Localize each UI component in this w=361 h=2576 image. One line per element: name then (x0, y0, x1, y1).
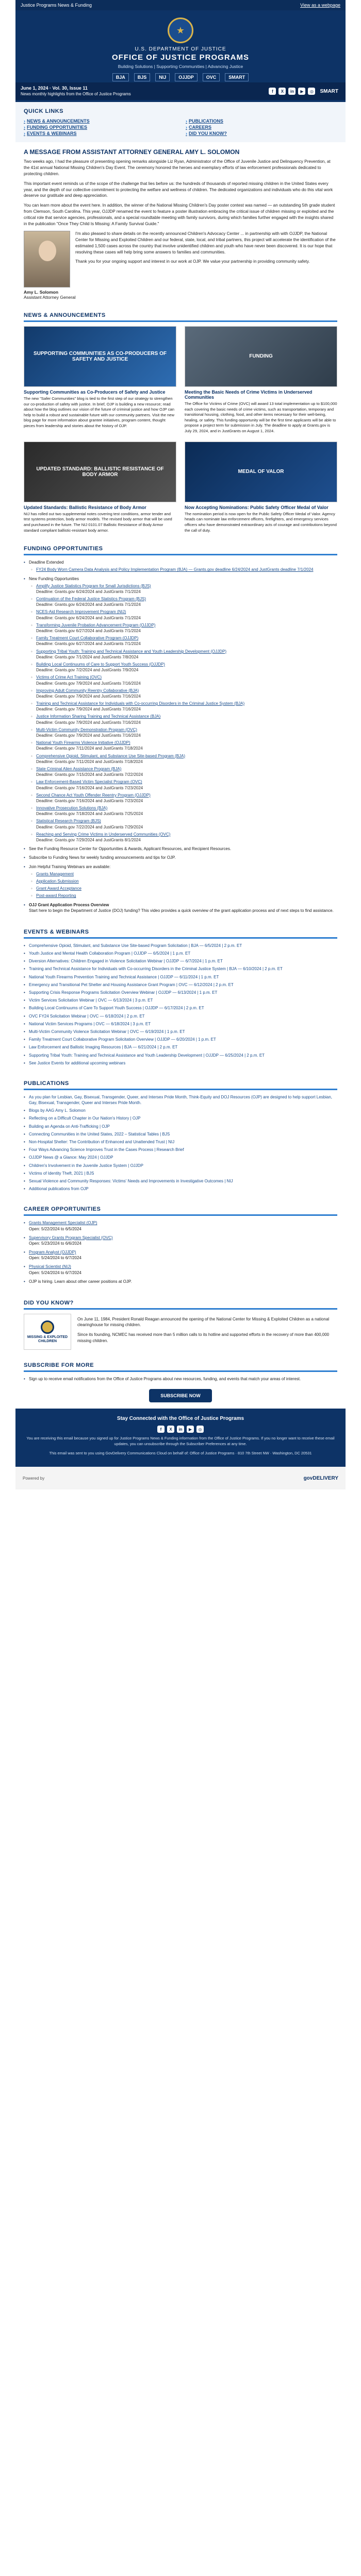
funding-opportunity (29, 805, 337, 817)
funding-link[interactable]: NCES-Aid Research Improvement Program (NIJ) (36, 609, 126, 615)
bjs-logo[interactable]: BJS (134, 73, 151, 81)
list-item: • Subscribe to Funding News for weekly funding announcements and tips for OJP. (24, 855, 337, 860)
footer-social-links (24, 1426, 337, 1433)
careers-list (24, 1220, 337, 1276)
powered-by-label: Powered by (23, 1476, 45, 1481)
training-link[interactable]: Grant Award Acceptance (36, 886, 81, 891)
message-paragraph: I'm also pleased to share details on the recently announced Children's Advocacy Center ... in partnership with with OJJDP, the National Center for Missing and Exploited Children and our federal, state, local, and tribal partners, this project will accelerate the identification of the estimated 1,500 cases across the country that involve unidentified children and youth who have never been discovered. It is our hope that resolving these cases will help bring some answers to families and communities. (75, 231, 336, 255)
list-item: • Sign up to receive email notifications from the Office of Justice Programs about new resources, funding, and events that match your areas of interest. (24, 1376, 337, 1382)
news-headline[interactable]: Supporting Communities as Co-Producers of Safety and Justice (24, 389, 166, 395)
powered-by-bar (15, 1467, 346, 1489)
news-grid (24, 326, 337, 533)
funding-link[interactable]: Supporting Tribal Youth: Training and Technical Assistance and Youth Leadership Development (OJJDP) (36, 649, 226, 654)
facebook-icon[interactable]: f (157, 1426, 165, 1433)
message-paragraph: Two weeks ago, I had the pleasure of presenting opening remarks alongside Liz Ryan, Administrator of the Office of Juvenile Justice and Delinquency Prevention, at the 41st annual National Missing Children's Day Event. The ceremony honored the heroes and exemplary efforts of law enforcement professionals dedicated to protecting children. (24, 159, 331, 176)
funding-link[interactable]: Reaching and Serving Crime Victims in Underserved Communities (OVC) (36, 832, 171, 837)
quick-links-grid (24, 118, 337, 136)
event-item[interactable]: • Family Treatment Court Collaborative Program Solicitation Overview | OJJDP — 6/20/2024 | 1 p.m. ET (24, 1037, 337, 1042)
bja-logo[interactable]: BJA (112, 73, 129, 81)
funding-opportunity (29, 701, 337, 712)
funding-link[interactable]: Amplify Justice Statistics Program for Small Jurisdictions (BJS) (36, 583, 151, 588)
training-link[interactable]: Application Submission (36, 878, 79, 884)
message-body (24, 231, 337, 287)
bureau-logos (15, 73, 346, 81)
subscribe-title: SUBSCRIBE FOR MORE (24, 1362, 337, 1372)
career-link[interactable]: Grants Management Specialist (OJP) (29, 1221, 97, 1226)
publications-section (15, 1074, 346, 1200)
training-link[interactable]: Post-award Reporting (36, 893, 76, 899)
funding-opportunity (29, 688, 337, 699)
ojjdp-logo[interactable]: OJJDP (175, 73, 198, 81)
career-item (24, 1249, 337, 1261)
news-item (24, 326, 176, 434)
quicklink-publications[interactable]: › PUBLICATIONS (186, 118, 223, 124)
quicklink-careers[interactable]: › CAREERS (186, 125, 212, 130)
event-item[interactable]: • Emergency and Transitional Pet Shelter and Housing Assistance Grant Program | OVC — 6/12/2024 | 2 p.m. ET (24, 982, 337, 988)
funding-link[interactable]: Family Treatment Court Collaborative Program (OJJDP) (36, 636, 139, 641)
news-summary: NIJ has rolled out two supplemental notes covering test conditions, armor tender and test systems protection, body armor models. The revised body armor that will be used and purchased in the future. The NIJ 0101.07 Ballistic Resistance of Body Armor standard compliant ballistic-resistant body armor. (24, 511, 172, 533)
news-summary: The nomination period is now open for the Public Safety Officer Medal of Valor. Agency heads can nominate law enforcement officers, firefighters, and emergency services officers who have demonstrated extraordinary acts of courage and contributions beyond the call of duty. (185, 511, 337, 533)
list-item: • Join Helpful Training Webinars are available: ◦ Grants Management ◦ Application Submission ◦ Grant Award Acceptance ◦ Post-award Reporting (24, 864, 337, 899)
funding-link[interactable]: Building Local Continuums of Care to Support Youth Success (OJJDP) (36, 662, 165, 667)
funding-deadline: Deadline: Grants.gov 7/9/2024 and JustGrants 7/16/2024 (36, 693, 141, 699)
funding-link[interactable]: Law Enforcement-Based Victim Specialist Program (OVC) (36, 779, 142, 785)
news-image[interactable]: UPDATED STANDARD: BALLISTIC RESISTANCE OF BODY ARMOR (24, 442, 176, 502)
funding-link[interactable]: Continuation of the Federal Justice Statistics Program (BJS) (36, 597, 146, 602)
funding-link[interactable]: State Criminal Alien Assistance Program (BJA) (36, 766, 122, 771)
career-dates: Open: 5/22/2024 to 6/5/2024 (29, 1226, 81, 1231)
govdelivery-logo[interactable]: govDELIVERY (303, 1475, 338, 1481)
arrow-icon: › (24, 125, 25, 130)
quick-links (15, 100, 346, 142)
event-item[interactable]: • National Victim Services Programs | OVC — 6/18/2024 | 3 p.m. ET (24, 1021, 337, 1027)
funding-link[interactable]: Victims of Crime Act Training (OVC) (36, 675, 102, 680)
funding-link[interactable]: Comprehensive Opioid, Stimulant, and Substance Use Site-based Program (BJA) (36, 753, 186, 758)
signature-title: Assistant Attorney General (24, 294, 76, 300)
footer-text: This email was sent to you using GovDelivery Communications Cloud on behalf of: Office of Justice Programs · 810 7th Street NW · Washington, DC 20531 (49, 1450, 312, 1455)
event-item[interactable]: • Training and Technical Assistance for Individuals with Co-occurring Disorders in the Criminal Justice System | BJA — 6/10/2024 | 2 p.m. ET (24, 966, 337, 972)
career-dates: Open: 5/23/2024 to 6/6/2024 (29, 1241, 81, 1246)
funding-opportunity (29, 779, 337, 790)
funding-opportunity (29, 740, 337, 751)
funding-link[interactable]: National Youth Firearms Violence Initiative (OJJDP) (36, 740, 130, 745)
publication-item[interactable]: • Connecting Communities in the United States, 2022 – Statistical Tables | BJS (24, 1131, 337, 1137)
list-item: • New Funding Opportunities ◦ Amplify Justice Statistics Program for Small Jurisdictions (BJS) Deadline: Grants.gov 6/24/2024 and JustGrants 7/1/2024 ◦ Continuation of the Federal Justice Statistics Program (BJS) Deadline: Grants.gov 6/24/2024 and JustGrants 7/1/2024 ◦ NCES-Aid Research Improvement Program (NIJ) Deadline: Grants.gov 6/24/2024 and JustGrants 7/1/2024 ◦ Transforming Juvenile Probation Advancement Program (OJJDP) Deadline: Grants.gov 6/27/2024 and JustGrants 7/1/2024 ◦ Family Treatment Court Collaborative Program (OJJDP) Deadline: Grants.gov 6/27/2024 and JustGrants 7/1/2024 ◦ Supporting Tribal Youth: Training and Technical Assistance and Youth Leadership Development (OJJDP) Deadline: Grants.gov 7/1/2024 and JustGrants 7/8/2024 ◦ Building Local Continuums of Care to Support Youth Success (OJJDP) Deadline: Grants.gov 7/2/2024 and JustGrants 7/9/2024 ◦ Victims of Crime Act Training (OVC) Deadline: Grants.gov 7/9/2024 and JustGrants 7/16/2024 ◦ Improving Adult Community Reentry Collaborative (BJA) Deadline: Grants.gov 7/9/2024 and JustGrants 7/16/2024 ◦ Training and Technical Assistance for Individuals with Co-occurring Disorders in the Criminal Justice System (BJA) Deadline: Grants.gov 7/9/2024 and JustGrants 7/16/2024 ◦ Justice Information Sharing Training and Technical Assistance (BJA) Deadline: Grants.gov 7/9/2024 and JustGrants 7/16/2024 ◦ Multi-Victim Community Demonstration Program (OVC) Deadline: Grants.gov 7/9/2024 and JustGrants 7/16/2024 ◦ National Youth Firearms Violence Initiative (OJJDP) Deadline: Grants.gov 7/11/2024 and JustGrants 7/18/2024 ◦ Comprehensive Opioid, Stimulant, and Substance Use Site-based Program (BJA) Deadline: Grants.gov 7/11/2024 and JustGrants 7/18/2024 ◦ State Criminal Alien Assistance Program (BJA) Deadline: Grants.gov 7/15/2024 and JustGrants 7/22/2024 ◦ Law Enforcement-Based Victim Specialist Program (OVC) Deadline: Grants.gov 7/16/2024 and JustGrants 7/23/2024 ◦ Second Chance Act Youth Offender Reentry Program (OJJDP) Deadline: Grants.gov 7/16/2024 and JustGrants 7/23/2024 ◦ Innovative Prosecution Solutions (BJA) Deadline: Grants.gov 7/18/2024 and JustGrants 7/25/2024 ◦ Statistical Research Program (BJS) Deadline: Grants.gov 7/22/2024 and JustGrants 7/29/2024 ◦ Reaching and Serving Crime Victims in Underserved Communities (OVC) Deadline: Grants.gov 7/29/2024 and JustGrants 8/1/2024 (24, 576, 337, 843)
linkedin-icon[interactable]: in (288, 88, 296, 95)
funding-opportunity (29, 583, 337, 595)
funding-link[interactable]: Multi-Victim Community Demonstration Program (OVC) (36, 727, 137, 732)
dyk-paragraph: Since its founding, NCMEC has received more than 5 million calls to its hotline and supported efforts in the recovery of more than 400,000 missing children. (77, 1332, 330, 1343)
publication-item[interactable]: • Reflecting on a Difficult Chapter in Our Nation's History | OJP (24, 1115, 337, 1121)
career-dates: Open: 5/24/2024 to 6/7/2024 (29, 1256, 81, 1261)
newsletter (15, 0, 346, 1489)
funding-opportunity (29, 662, 337, 673)
event-item[interactable]: • Supporting Crisis Response Programs Solicitation Overview Webinar | OJJDP — 6/13/2024 | 1 p.m. ET (24, 990, 337, 995)
footer (15, 1409, 346, 1467)
careers-title: CAREER OPPORTUNITIES (24, 1206, 337, 1216)
career-item (24, 1264, 337, 1275)
tagline: Building Solutions | Supporting Communities | Advancing Justice (118, 64, 243, 69)
news-image[interactable]: SUPPORTING COMMUNITIES AS CO-PRODUCERS OF SAFETY AND JUSTICE (24, 326, 176, 387)
funding-deadline: Deadline: Grants.gov 7/9/2024 and JustGrants 7/16/2024 (36, 681, 141, 686)
smart-social-link[interactable]: SMART (320, 88, 338, 94)
ovc-logo[interactable]: OVC (203, 73, 220, 81)
event-item[interactable]: • Building Local Continuums of Care To Support Youth Success | OJJDP — 6/17/2024 | 2 p.m. ET (24, 1005, 337, 1011)
news-summary: The Office for Victims of Crime (OVC) will award 13 total implementation up to $100,000 each covering the basic needs of crime victims, such as transportation, temporary and transitional housing, clothing, food, and other items necessary for their well-being, healing, or safety. This funding opportunity will be the first time applicants will be able to propose a project term for submission in July. The deadline to apply at Grants.gov is July 29, 2024, and in JustGrants on August 1, 2024. (185, 401, 337, 434)
funding-deadline: Deadline: Grants.gov 7/2/2024 and JustGrants 7/9/2024 (36, 668, 139, 673)
funding-opportunity (29, 622, 337, 634)
event-item[interactable]: • Multi-Victim Community Violence Solicitation Webinar | OVC — 6/19/2024 | 1 p.m. ET (24, 1029, 337, 1035)
event-item[interactable]: • Victim Services Solicitation Webinar | OVC — 6/13/2024 | 3 p.m. ET (24, 997, 337, 1003)
signature-name: Amy L. Solomon (24, 289, 59, 295)
publications-title: PUBLICATIONS (24, 1080, 337, 1090)
publication-item[interactable]: • Building an Agenda on Anti-Trafficking | OJP (24, 1124, 337, 1129)
facebook-icon[interactable]: f (269, 88, 276, 95)
quicklink-funding[interactable]: › FUNDING OPPORTUNITIES (24, 125, 88, 130)
open-funding-list (29, 583, 337, 843)
news-headline[interactable]: Meeting the Basic Needs of Crime Victims in Underserved Communities (185, 389, 313, 400)
message-paragraph: This important event reminds us of the scope of the challenge that lies before us: the hundreds of thousands of reported missing children in the United States every year, and the depth of our collective commitment to protecting the welfare and wellness of children. The dedicated organizations and individuals who do this vital work deserve our gratitude and deep appreciation. (24, 181, 333, 198)
quicklink-news[interactable]: › NEWS & ANNOUNCEMENTS (24, 118, 90, 124)
issue-info (21, 85, 131, 97)
funding-link[interactable]: Statistical Research Program (BJS) (36, 819, 101, 824)
event-item[interactable]: • Comprehensive Opioid, Stimulant, and Substance Use Site-based Program Solicitation | BJA — 6/5/2024 | 2 p.m. ET (24, 943, 337, 948)
funding-deadline: Deadline: Grants.gov 7/9/2024 and JustGrants 7/16/2024 (36, 707, 141, 712)
issue-bar (15, 82, 346, 100)
funding-opportunity (29, 832, 337, 843)
ncmec-logo-text: MISSING & EXPLOITED CHILDREN (27, 1335, 68, 1343)
funding-opportunity (29, 727, 337, 738)
funding-link[interactable]: Second Chance Act Youth Offender Reentry Program (OJJDP) (36, 792, 151, 798)
footer-title: Stay Connected with the Office of Justice Programs (117, 1416, 244, 1422)
smart-logo[interactable]: SMART (225, 73, 249, 81)
aag-photo (24, 231, 70, 287)
subscribe-button[interactable]: SUBSCRIBE NOW (149, 1389, 212, 1402)
event-item[interactable]: • Diversion Alternatives: Children Engaged in Violence Solicitation Webinar | OJJDP — 6/7/2024 | 1 p.m. ET (24, 958, 337, 964)
youtube-icon[interactable]: ▶ (187, 1426, 194, 1433)
list-item: • See the Funding Resource Center for Opportunities & Awards, Applicant Resources, and Recipient Resources. (24, 846, 337, 852)
doj-seal-icon: ★ (168, 18, 193, 43)
funding-section (15, 539, 346, 923)
issue-date: June 1, 2024 · Vol. 30, Issue 11 (21, 86, 88, 91)
news-title: NEWS & ANNOUNCEMENTS (24, 312, 337, 322)
list-item: • OJJ Grant Application Process Overview Start here to begin the Department of Justice (DOJ) funding? This video provides a quick overview of the grant application process and of next steps to find assistance. (24, 902, 337, 913)
publication-item[interactable]: • Non-Hospital Shelter: The Contribution of Enhanced and Unattended Trust | NIJ (24, 1139, 337, 1145)
instagram-icon[interactable]: ◎ (196, 1426, 204, 1433)
events-title: EVENTS & WEBINARS (24, 929, 337, 939)
footer-text: You are receiving this email because you signed up for Justice Programs News & Funding information from the Office of Justice Programs. If you no longer want to receive these email updates, you can unsubscribe through the Subscriber Preferences at any time. (26, 1436, 335, 1446)
ncmec-logo (24, 1314, 71, 1350)
social-links (269, 88, 340, 95)
dyk-title: DID YOU KNOW? (24, 1300, 337, 1310)
funding-opportunity (29, 635, 337, 647)
issue-subtitle: News monthly highlights from the Office of Justice Programs (21, 92, 131, 96)
news-summary: The new "Safer Communities" blog is tied to the first step of our strategy to strengthen our co-production of safety with justice. In brief, OJP is building a new resource; read about how the blog outlines our vision of the future of criminal justice and how OJP can help to build a robust and sustainable future with our community partners. Visit the new blog page for more information about grantee initiatives, program content, thought pieces from leadership and stories about the history of OJP. (24, 396, 174, 429)
funding-deadline: Deadline: Grants.gov 7/11/2024 and JustGrants 7/18/2024 (36, 746, 143, 751)
funding-deadline: Deadline: Grants.gov 7/16/2024 and JustGrants 7/23/2024 (36, 785, 143, 790)
x-icon[interactable]: X (167, 1426, 174, 1433)
arrow-icon: › (186, 125, 187, 130)
funding-opportunity (29, 818, 337, 829)
ncmec-emblem-icon (41, 1320, 54, 1334)
funding-deadline: Deadline: Grants.gov 7/9/2024 and JustGrants 7/16/2024 (36, 733, 141, 738)
aag-message (15, 142, 346, 306)
funding-opportunity (29, 766, 337, 777)
event-item[interactable]: • Youth Justice and Mental Health Collaboration Program | OJJDP — 6/5/2024 | 1 p.m. ET (24, 951, 337, 956)
events-section (15, 923, 346, 1074)
funding-link[interactable]: Training and Technical Assistance for Individuals with Co-occurring Disorders in the Criminal Justice System (BJA) (36, 701, 245, 706)
news-image[interactable]: FUNDING (185, 326, 337, 387)
funding-opportunity (29, 714, 337, 725)
news-headline[interactable]: Updated Standards: Ballistic Resistance of Body Armor (24, 504, 146, 510)
event-item[interactable]: • National Youth Firearms Prevention Training and Technical Assistance | OJJDP — 6/11/2024 | 1 p.m. ET (24, 974, 337, 980)
publications-list (24, 1094, 337, 1192)
quicklink-events[interactable]: › EVENTS & WEBINARS (24, 131, 77, 136)
funding-deadline: Deadline: Grants.gov 7/11/2024 and JustGrants 7/18/2024 (36, 759, 143, 764)
message-paragraph: Thank you for your ongoing support and interest in our work at OJP. We value your partnership in providing community safety. (75, 259, 310, 264)
publication-item[interactable]: • Additional publications from OJP (24, 1186, 337, 1192)
event-item[interactable]: • Supporting Tribal Youth: Training and Technical Assistance and Youth Leadership Development | OJJDP — 6/25/2024 | 2 p.m. ET (24, 1053, 337, 1058)
funding-opportunity (29, 649, 337, 660)
funding-deadline: Deadline: Grants.gov 6/24/2024 and JustGrants 7/1/2024 (36, 615, 141, 620)
publication-item[interactable]: • Blogs by AAG Amy L. Solomon (24, 1108, 337, 1113)
funding-deadline: Deadline: Grants.gov 7/29/2024 and JustGrants 8/1/2024 (36, 838, 141, 843)
careers-section (15, 1200, 346, 1294)
signature (24, 290, 337, 300)
funding-list (24, 560, 337, 913)
funding-deadline: Deadline: Grants.gov 7/1/2024 and JustGrants 7/8/2024 (36, 654, 139, 659)
newsletter-name: Justice Programs News & Funding (21, 3, 92, 8)
instagram-icon[interactable]: ◎ (308, 88, 315, 95)
message-title: A MESSAGE FROM ASSISTANT ATTORNEY GENERAL AMY L. SOLOMON (24, 148, 240, 156)
funding-deadline: Deadline: Grants.gov 6/27/2024 and JustGrants 7/1/2024 (36, 629, 141, 634)
publication-item[interactable]: • Children's Involvement in the Juvenile Justice System | OJJDP (24, 1163, 337, 1168)
arrow-icon: › (186, 118, 187, 124)
career-link[interactable]: Program Analyst (OJJDP) (29, 1250, 76, 1255)
office-name: OFFICE OF JUSTICE PROGRAMS (111, 53, 249, 62)
funding-deadline: Deadline: Grants.gov 7/22/2024 and JustGrants 7/29/2024 (36, 824, 143, 829)
publication-item[interactable]: • Victims of Identity Theft, 2021 | BJS (24, 1171, 337, 1176)
funding-title: FUNDING OPPORTUNITIES (24, 546, 337, 555)
funding-opportunity (29, 753, 337, 765)
funding-link[interactable]: Improving Adult Community Reentry Collaborative (BJA) (36, 688, 139, 693)
arrow-icon: › (24, 131, 25, 136)
news-headline[interactable]: Now Accepting Nominations: Public Safety Officer Medal of Valor (185, 504, 329, 510)
funding-deadline: Deadline: Grants.gov 6/24/2024 and JustGrants 7/1/2024 (36, 602, 141, 607)
x-icon[interactable]: X (278, 88, 286, 95)
funding-link[interactable]: Transforming Juvenile Probation Advancement Program (OJJDP) (36, 622, 156, 628)
funding-opportunity (29, 792, 337, 804)
publication-item[interactable]: • As you plan for Lesbian, Gay, Bisexual, Transgender, Queer, and Intersex Pride Month, Think-Equity and DOJ Resources (OJP) are designed to help support Lesbian, Gay, Bisexual, Transgender, Queer and Intersex Pride Month. (24, 1094, 337, 1106)
funding-deadline: Deadline: Grants.gov 7/15/2024 and JustGrants 7/22/2024 (36, 772, 143, 777)
event-item[interactable]: • Law Enforcement and Ballistic Imaging Resources | BJA — 6/21/2024 | 2 p.m. ET (24, 1044, 337, 1050)
funding-link[interactable]: Justice Information Sharing Training and Technical Assistance (BJA) (36, 714, 161, 719)
career-dates: Open: 5/24/2024 to 6/7/2024 (29, 1270, 81, 1275)
funding-opportunity (29, 609, 337, 620)
funding-deadline: Deadline: Grants.gov 6/24/2024 and JustGrants 7/1/2024 (36, 589, 141, 594)
funding-link[interactable]: Innovative Prosecution Solutions (BJA) (36, 806, 108, 811)
funding-opportunity (29, 596, 337, 607)
dyk-section (15, 1294, 346, 1356)
funding-link[interactable]: FY24 Body Worn Camera Data Analysis and Policy Implementation Program (BJA) — Grants.gov deadline 6/24/2024 and JustGrants deadline 7/1/2024 (36, 567, 314, 572)
top-bar (15, 0, 346, 10)
funding-deadline: Deadline: Grants.gov 7/18/2024 and JustGrants 7/25/2024 (36, 811, 143, 817)
quick-links-title: QUICK LINKS (24, 108, 63, 114)
nij-logo[interactable]: NIJ (155, 73, 170, 81)
news-item (185, 442, 337, 534)
career-item (24, 1235, 337, 1246)
news-item (24, 442, 176, 534)
career-link[interactable]: Physical Scientist (NIJ) (29, 1264, 71, 1269)
career-link[interactable]: Supervisory Grants Program Specialist (OVC) (29, 1235, 113, 1240)
list-item: • Deadline Extended ◦ FY24 Body Worn Camera Data Analysis and Policy Implementation Program (BJA) — Grants.gov deadline 6/24/2024 and JustGrants deadline 7/1/2024 (24, 560, 337, 572)
department-name: U.S. DEPARTMENT OF JUSTICE (135, 46, 226, 52)
message-paragraph: You can learn more about the event here. In addition, the winner of the National Missing Children's Day poster contest was named — an outstanding 5th grade student from Clemson, South Carolina. This year, OJJDP renamed the event to feature a poster illustration embracing the critical issue of children missing or exploited and the critical role that service agencies, professionals, and a special roundtable meeting with family survivors, during which families further engaged with the insights shared in the publication "Once They Child Is Missing: A Family Survival Guide." (24, 203, 335, 227)
news-item (185, 326, 337, 434)
publication-item[interactable]: • OJJDP News @ a Glance: May 2024 | OJJDP (24, 1155, 337, 1160)
quicklink-dyk[interactable]: › DID YOU KNOW? (186, 131, 227, 136)
dyk-paragraph: On June 11, 1984, President Ronald Reagan announced the opening of the National Center for Missing & Exploited Children as a national clearinghouse for missing children. (77, 1316, 330, 1328)
event-item[interactable]: • See Justice Events for additional upcoming webinars (24, 1060, 337, 1066)
funding-deadline: Deadline: Grants.gov 7/9/2024 and JustGrants 7/16/2024 (36, 720, 141, 725)
publication-item[interactable]: • Sexual Violence and Community Responses: Victims' Needs and Improvements in Investigative Outcomes | NIJ (24, 1178, 337, 1184)
career-item (24, 1220, 337, 1231)
youtube-icon[interactable]: ▶ (298, 88, 305, 95)
news-section (15, 306, 346, 539)
list-item: • OJP is hiring. Learn about other career positions at OJP. (24, 1279, 337, 1284)
header-banner (15, 10, 346, 82)
funding-deadline: Deadline: Grants.gov 6/27/2024 and JustGrants 7/1/2024 (36, 641, 141, 647)
event-item[interactable]: • OVC FY24 Solicitation Webinar | OVC — 6/18/2024 | 2 p.m. ET (24, 1013, 337, 1019)
funding-opportunity (29, 674, 337, 686)
linkedin-icon[interactable]: in (177, 1426, 184, 1433)
funding-deadline: Deadline: Grants.gov 7/16/2024 and JustGrants 7/23/2024 (36, 798, 143, 803)
view-webpage-link[interactable]: View as a webpage (300, 3, 340, 8)
arrow-icon: › (24, 118, 25, 124)
arrow-icon: › (186, 131, 187, 136)
subscribe-section (15, 1356, 346, 1409)
news-image[interactable]: MEDAL OF VALOR (185, 442, 337, 502)
events-list (24, 943, 337, 1066)
training-link[interactable]: Grants Management (36, 871, 74, 876)
publication-item[interactable]: • Four Ways Advancing Science Improves Trust in the Cases Process | Research Brief (24, 1147, 337, 1153)
